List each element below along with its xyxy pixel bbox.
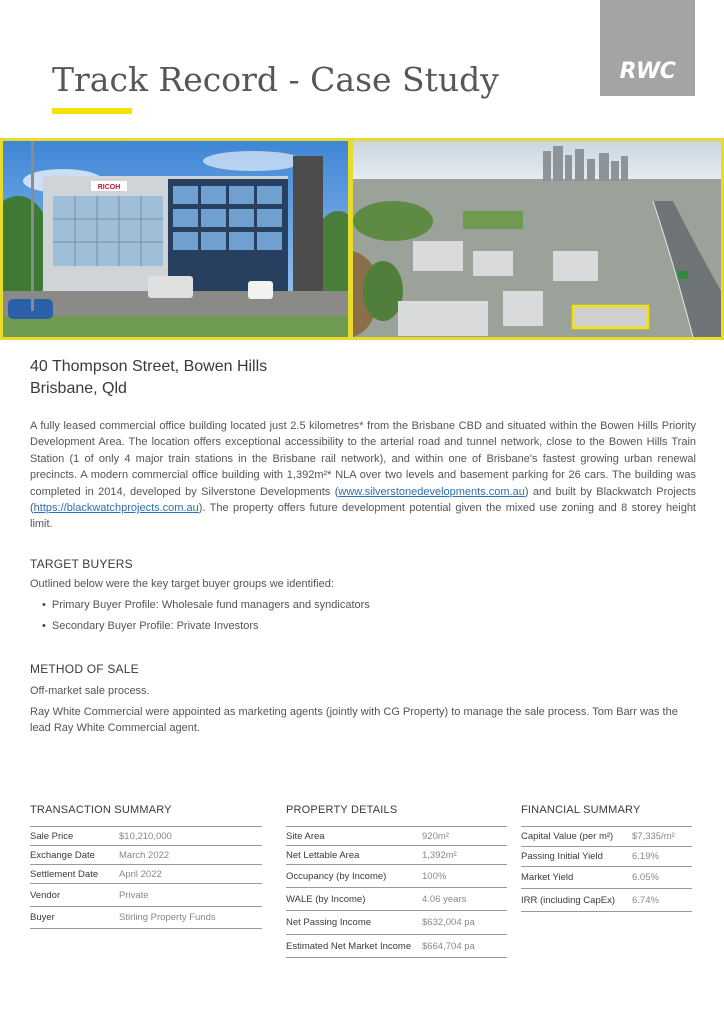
table-row xyxy=(286,934,507,958)
row-value: 4.06 years xyxy=(422,893,467,905)
target-buyers-heading: TARGET BUYERS xyxy=(30,557,133,571)
transaction-summary-table xyxy=(30,826,262,929)
table-row xyxy=(286,910,507,934)
photo-band xyxy=(0,138,724,340)
row-label: Estimated Net Market Income xyxy=(286,940,412,952)
row-label: Site Area xyxy=(286,830,325,842)
row-label: Sale Price xyxy=(30,830,74,842)
property-details-table xyxy=(286,826,507,958)
row-label: Settlement Date xyxy=(30,868,99,880)
row-value: 6.19% xyxy=(632,851,659,862)
row-value: 920m² xyxy=(422,830,449,842)
blackwatch-link[interactable]: https://blackwatchprojects.com.au xyxy=(33,502,199,515)
row-value: $632,004 pa xyxy=(422,917,475,928)
table-row xyxy=(30,883,262,906)
method-of-sale-line-2: Ray White Commercial were appointed as marketing agents (jointly with CG Property) to manage the sale process. Tom Barr was the lead Ray White Commercial agent. xyxy=(30,706,678,735)
building-photo xyxy=(3,141,348,337)
title-underline xyxy=(52,108,132,114)
financial-summary-table xyxy=(521,826,692,912)
address-line-2: Brisbane, Qld xyxy=(30,380,127,397)
row-value: April 2022 xyxy=(119,868,162,880)
row-value: 6.74% xyxy=(632,894,659,906)
property-description xyxy=(30,418,696,533)
aerial-photo xyxy=(353,141,721,337)
table-row xyxy=(286,864,507,887)
table-row xyxy=(286,826,507,845)
row-value: Private xyxy=(119,889,149,901)
table-row xyxy=(30,845,262,864)
method-of-sale-line-1: Off-market sale process. xyxy=(30,685,150,697)
row-label: WALE (by Income) xyxy=(286,893,366,905)
row-value: $10,210,000 xyxy=(119,830,172,842)
ricoh-sign: RICOH xyxy=(97,184,121,191)
logo-text: RWC xyxy=(619,59,676,84)
row-label: Passing Initial Yield xyxy=(521,851,603,862)
table-row xyxy=(30,906,262,929)
silverstone-link[interactable]: www.silverstonedevelopments.com.au xyxy=(338,485,525,498)
row-label: Capital Value (per m²) xyxy=(521,831,614,842)
table-row xyxy=(286,845,507,864)
row-label: Exchange Date xyxy=(30,849,95,861)
row-label: Occupancy (by Income) xyxy=(286,870,387,882)
row-value: 6.05% xyxy=(632,872,659,883)
financial-summary-heading: FINANCIAL SUMMARY xyxy=(521,804,641,816)
row-label: IRR (including CapEx) xyxy=(521,894,615,906)
target-buyers-intro: Outlined below were the key target buyer groups we identified: xyxy=(30,578,334,590)
row-value: $664,704 pa xyxy=(422,940,475,952)
row-value: Stirling Property Funds xyxy=(119,912,216,923)
row-value: 100% xyxy=(422,870,447,882)
row-label: Buyer xyxy=(30,912,55,923)
description-text-3: ). The property offers future development potential given the mixed use zoning and 8 storey height limit. xyxy=(30,502,696,531)
row-value: 1,392m² xyxy=(422,849,457,861)
property-details-heading: PROPERTY DETAILS xyxy=(286,804,398,816)
description-text-1: A fully leased commercial office building located just 2.5 kilometres* from the Brisbane CBD and situated within the Bowen Hills Priority Development Area. The location offers exceptional accessibility to the arterial road and tunnel network, close to the Bowen Hills Train Station (1 of only 4 major train stations in the Brisbane rail network), and within one of Brisbane's fastest growing urban renewal precincts. A modern commercial office building with 1,392m²* NLA over two levels and basement parking for 26 cars. The building was completed in 2014, developed by Silverstone Developments ( xyxy=(30,420,696,498)
address-line-1: 40 Thompson Street, Bowen Hills xyxy=(30,358,268,375)
target-buyer-item: • Secondary Buyer Profile: Private Investors xyxy=(42,620,259,632)
method-of-sale-heading: METHOD OF SALE xyxy=(30,662,139,676)
table-row xyxy=(521,888,692,912)
description-text-2: ) and built by Blackwatch Projects ( xyxy=(30,485,697,515)
page-title: Track Record - Case Study xyxy=(52,60,499,99)
transaction-summary-heading: TRANSACTION SUMMARY xyxy=(30,804,172,816)
table-row xyxy=(286,887,507,910)
row-label: Net Lettable Area xyxy=(286,849,360,861)
row-label: Vendor xyxy=(30,889,61,901)
property-address xyxy=(30,356,267,400)
table-row xyxy=(521,826,692,846)
target-buyer-item: • Primary Buyer Profile: Wholesale fund managers and syndicators xyxy=(42,599,370,611)
table-row xyxy=(521,846,692,866)
table-row xyxy=(521,866,692,888)
row-label: Net Passing Income xyxy=(286,917,372,928)
rwc-logo xyxy=(600,0,695,96)
row-value: March 2022 xyxy=(119,849,170,861)
row-value: $7,335/m² xyxy=(632,831,675,842)
table-row xyxy=(30,826,262,845)
table-row xyxy=(30,864,262,883)
row-label: Market Yield xyxy=(521,872,574,883)
